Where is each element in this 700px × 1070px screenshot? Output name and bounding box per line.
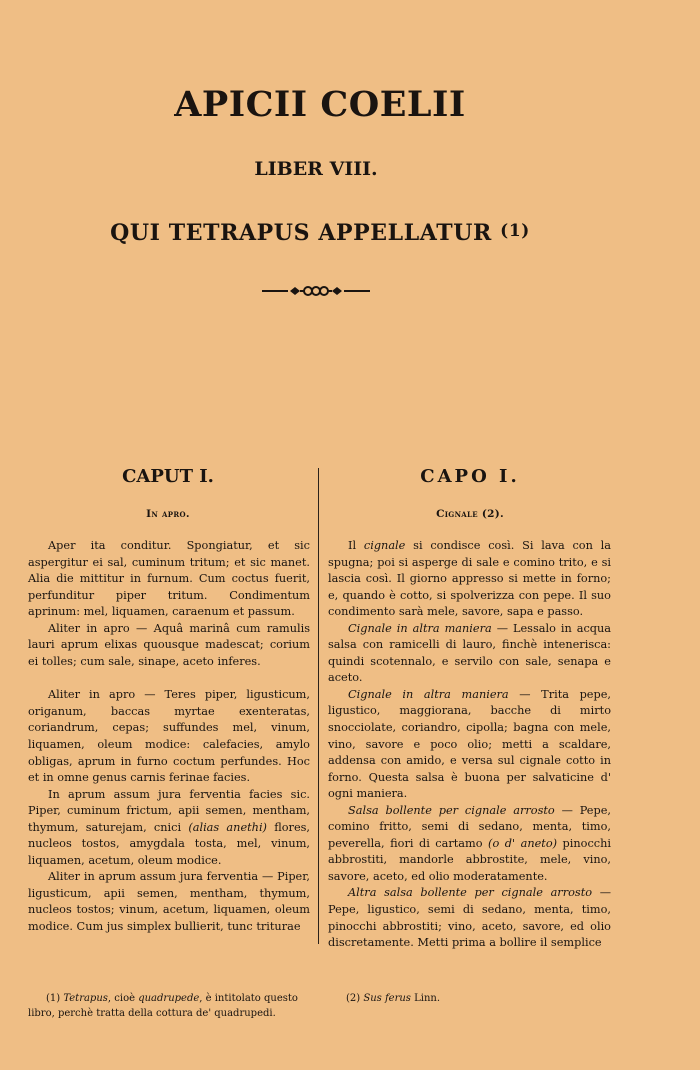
latin-paragraph: Aliter in aprum assum jura ferventia — Piper, ligusticum, apii semen, mentham, thymum, nucleos tostos; vinum, acetum, liquamen, oleum modice. Cum jus simplex bullierit, tunc triturae bbox=[28, 870, 310, 934]
book-subtitle bbox=[70, 220, 570, 246]
footnote-2 bbox=[346, 991, 606, 1006]
footnote-text: , è intitolato questo libro, perchè tratta della cottura de' quadrupedi. bbox=[28, 993, 298, 1019]
footnote-term: Tetrapus bbox=[63, 993, 108, 1004]
italian-text: — Pepe, ligustico, semi di sedano, menta, timo, pinocchi abbrostiti; vino, aceto, savore, ed olio discretamente. Metti prima a bollire il semplice bbox=[328, 886, 611, 950]
section-heading-italian: Cignale (2). bbox=[436, 508, 504, 520]
latin-paragraph: Aliter in apro — Teres piper, ligusticum, origanum, baccas myrtae exenteratas, coriandrum, cepas; suffundes mel, vinum, liquamen, oleum modice: calefacies, amylo obligas, aprum in furno coctum perfundes. Hoc et in omne genus carnis ferinae facies. bbox=[28, 688, 310, 785]
italian-text: pinocchi abbrostiti, mandorle abbrostite, mele, vino, savore, aceto, ed olio moderatamente. bbox=[328, 836, 611, 883]
recipe-term: Cignale in altra maniera bbox=[348, 687, 509, 701]
column-divider bbox=[318, 468, 319, 944]
footnote-mark: (2) bbox=[346, 993, 361, 1004]
italian-alias-note: (o d' aneto) bbox=[488, 836, 558, 850]
page-title: APICII COELII bbox=[174, 84, 466, 125]
book-number: LIBER VIII. bbox=[254, 158, 378, 180]
italian-paragraph bbox=[328, 885, 611, 951]
footnote-text: Linn. bbox=[414, 993, 441, 1004]
ornament-divider bbox=[262, 284, 370, 298]
latin-text: In aprum assum jura ferventia facies sic. Piper, cuminum frictum, apii semen, mentham, thymum, saturejam, cnici bbox=[28, 787, 310, 834]
recipe-term: Altra salsa bollente per cignale arrosto bbox=[348, 886, 593, 900]
latin-column bbox=[28, 538, 310, 936]
italian-paragraph bbox=[328, 803, 611, 886]
italian-paragraph bbox=[328, 621, 611, 687]
footnote-mark: (1) bbox=[46, 993, 61, 1004]
chapter-heading-italian: CAPO I. bbox=[420, 466, 520, 487]
recipe-term: cignale bbox=[363, 539, 406, 552]
chapter-heading-latin: CAPUT I. bbox=[122, 466, 214, 487]
subtitle-text: QUI TETRAPUS APPELLATUR bbox=[110, 220, 492, 246]
italian-text: si condisce così. Si lava con la spugna; poi si asperge di sale e comino trito, e si lascia così. Il giorno appresso si mette in forno; e, quando è cotto, si spolverizza con pepe. Il suo condimento sarà mele, savore, sapa e passo. bbox=[328, 539, 612, 619]
footnote-term: quadrupede bbox=[138, 993, 200, 1004]
subtitle-footnote-ref: (1) bbox=[500, 221, 530, 241]
latin-text: flores, nucleos tostos, amygdala tosta, mel, vinum, liquamen, acetum, oleum modice. bbox=[28, 820, 311, 867]
italian-text: — Lessalo in acqua salsa con ramicelli di lauro, finchè intenerisca: quindi scotennalo, e servilo con sale, senapa e aceto. bbox=[328, 621, 612, 685]
footnote-1 bbox=[28, 991, 314, 1021]
italian-text: — Trita pepe, ligustico, maggiorana, bacche di mirto snocciolate, coriandro, cipolla; bagna con mele, vino, savore e poco olio; metti a scaldare, addensa con amido, e versa sul cignale cotto in forno. Questa salsa è buona per salvaticine d' ogni maniera. bbox=[328, 687, 612, 801]
footnote-text: , cioè bbox=[107, 993, 136, 1004]
recipe-term: Cignale in altra maniera bbox=[348, 621, 492, 635]
italian-text: — Pepe, comino fritto, semi di sedano, menta, timo, peverella, fiori di cartamo bbox=[328, 803, 611, 850]
italian-text: Il bbox=[348, 539, 357, 552]
latin-alias-note: (alias anethi) bbox=[188, 820, 267, 834]
italian-paragraph bbox=[328, 687, 611, 803]
latin-paragraph: Aper ita conditur. Spongiatur, et sic aspergitur ei sal, cuminum tritum; et sic manet. Alia die mittitur in furnum. Cum coctus fuerit, perfunditur piper tritum. Condimentum aprinum: mel, liquamen, caraenum et passum. bbox=[28, 539, 310, 619]
footnote-term: Sus ferus bbox=[363, 993, 411, 1004]
recipe-term: Salsa bollente per cignale arrosto bbox=[348, 803, 555, 817]
latin-paragraph bbox=[28, 787, 310, 870]
italian-paragraph bbox=[328, 538, 611, 621]
italian-column bbox=[328, 538, 611, 952]
section-heading-latin: In apro. bbox=[146, 508, 190, 520]
latin-paragraph: Aliter in apro — Aquâ marinâ cum ramulis lauri aprum elixas quousque madescat; corium ei tolles; cum sale, sinape, aceto inferes. bbox=[28, 621, 310, 668]
